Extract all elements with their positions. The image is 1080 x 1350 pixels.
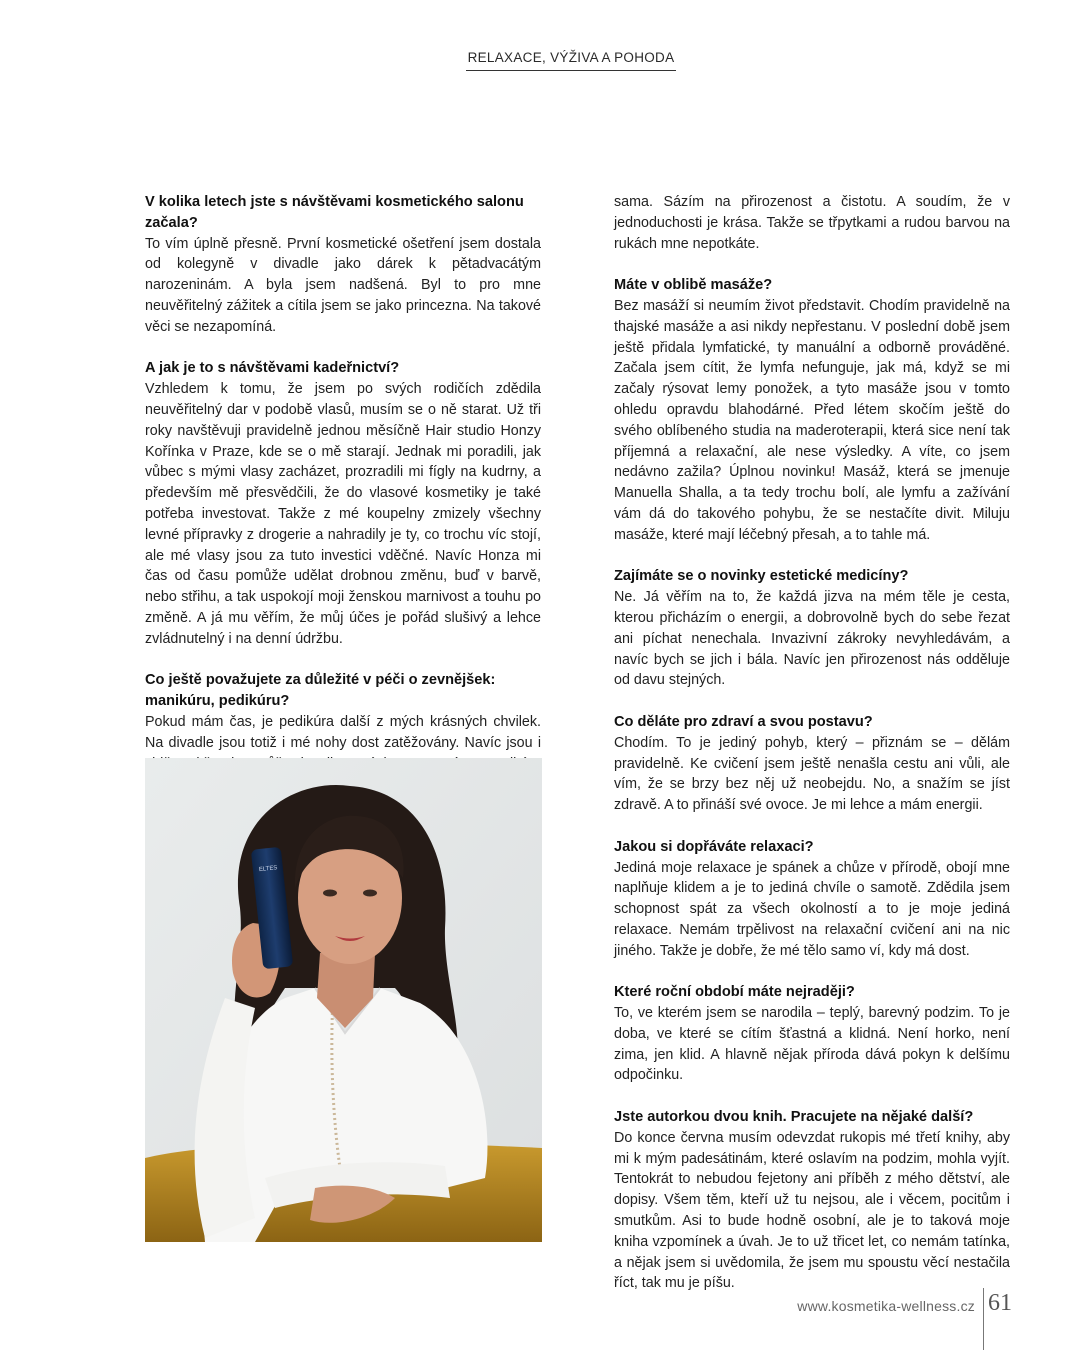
answer: Ne. Já věřím na to, že každá jizva na mém těle je cesta, kterou přicházím o energii, a dobrovolně bych do sebe řezat ani píchat nenechala. Invazivní zákroky nevyhledávám, a navíc bych se jich i bála. Navíc jen přirozenost nás odděluje od davu stejných. — [614, 589, 1010, 689]
question: Jste autorkou dvou knih. Pracujete na nějaké další? — [614, 1109, 974, 1126]
website-url: www.kosmetika-wellness.cz — [797, 1298, 975, 1314]
answer: Chodím. To je jediný pohyb, který – přiznám se – dělám pravidelně. Ke cvičení jsem ještě nenašla cestu ani vůli, ale vím, že se brzy bez něj už neobejdu. No, a snažím se jíst zdravě. A to přináší své ovoce. Je mi lehce a mám energii. — [614, 734, 1010, 814]
answer: To vím úplně přesně. První kosmetické ošetření jsem dostala od kolegyně v divadle jako dárek k pětadvacátým narozeninám. A byla jsem nadšená. Byl to pro mne neuvěřitelný zážitek a cítila jsem se jako princezna. Na takové věci se nezapomíná. — [145, 235, 541, 335]
question: A jak je to s návštěvami kadeřnictví? — [145, 360, 400, 377]
answer: To, ve kterém jsem se narodila – teplý, barevný podzim. To je doba, ve které se cítím šťastná a klidná. Není horko, není zima, jen klid. A hlavně nějak příroda dává pokyn k delšímu odpočinku. — [614, 1005, 1010, 1084]
section-header: RELAXACE, VÝŽIVA A POHODA — [467, 50, 675, 65]
answer: Do konce června musím odevzdat rukopis mé třetí knihy, aby mi k mým padesátinám, které oslavím na podzim, mohla vyjít. Tentokrát to nebudou fejetony ani příběh z mého dětství, ale dopisy. Všem těm, kteří už tu nejsou, ale i věcem, pocitům i smutkům. Asi to bude hodně osobní, ale je to taková moje kniha vzpomínek a úvah. Je to už třicet let, co nemám tatínka, a nějak jsem si uvědomila, že jsem mu spoustu věcí nestačila říct, tak mu je píšu. — [614, 1129, 1010, 1292]
question: Které roční období máte nejraději? — [614, 984, 855, 1001]
question: Zajímáte se o novinky estetické medicíny? — [614, 568, 909, 585]
question: Máte v oblibě masáže? — [614, 277, 773, 294]
question: Co ještě považujete za důležité v péči o zevnějšek: manikúru, pedikúru? — [145, 672, 496, 710]
spacer — [614, 546, 1010, 567]
right-column — [614, 192, 1010, 1294]
spacer — [614, 254, 1010, 275]
question: Jakou si dopřáváte relaxaci? — [614, 838, 814, 855]
spacer — [145, 338, 541, 359]
answer: Jediná moje relaxace je spánek a chůze v přírodě, obojí mne naplňuje klidem a je to jediná chvíle o samotě. Zdědila jsem schopnost spát za všech okolností a to je moje jediná relaxace. Nemám trpělivost na relaxační cvičení ani na nic jiného. Takže je dobře, že mé tělo samo ví, kdy má dost. — [614, 859, 1010, 959]
left-column — [145, 192, 541, 795]
answer: Bez masáží si neumím život představit. Chodím pravidelně na thajské masáže a asi nikdy nepřestanu. V poslední době jsem ještě přidala lymfatické, ty manuální a odborně prováděné. Začala jsem cítit, že lymfa nefunguje, jak má, když se mi začaly rýsovat lemy ponožek, a tyto masáže jsou v tomto ohledu opravdu blahodárné. Před létem skočím ještě do svého oblíbeného studia na maderoterapii, která sice není tak příjemná a relaxační, ale nese výsledky. A víte, co jsem nedávno zažila? Úplnou novinku! Masáž, která se jmenuje Manuella Shalla, a ta tedy trochu bolí, ale lymfu a zažívání vám dá do takového pohybu, že se nestačíte divit. Miluju masáže, které mají léčebný přesah, a to tahle má. — [614, 297, 1010, 543]
page-number: 61 — [988, 1290, 1012, 1316]
answer-continued: sama. Sázím na přirozenost a čistotu. A soudím, že v jednoduchosti je krása. Takže se třpytkami a rudou barvou na rukách mne nepotkáte. — [614, 194, 1010, 252]
spacer — [614, 1086, 1010, 1107]
answer: Pokud mám čas, je pedikúra další z mých krásných chvilek. Na divadle jsou totiž i mé nohy dost zatěžovány. Navíc jsou i — [145, 713, 541, 751]
answer: Vzhledem k tomu, že jsem po svých rodičích zdědila neuvěřitelný dar v podobě vlasů, musím se o ně starat. Už tři roky navštěvuji pravidelně jednou měsíčně Hair studio Honzy Kořínka v Praze, kde se o mě starají. Jednak mi poradili, jak vůbec s mými vlasy zacházet, prozradili mi fígly na kudrny, a především mě přesvědčili, že do vlasové kosmetiky je také potřeba investovat. Takže z mé koupelny zmizely všechny levné přípravky z drogerie a nahradily je ty, co trochu víc stojí, ale mé vlasy jsou za tuto investici vděčné. Navíc Honza mi čas od času pomůže udělat drobnou změnu, buď v barvě, nebo střihu, a tak uspokojí moji ženskou marnivost a touhu po změně. A já mu věřím, že můj účes je pořád slušivý a lehce zvládnutelný i na denní údržbu. — [145, 381, 541, 647]
portrait-photo — [145, 758, 542, 1242]
footer-divider — [983, 1288, 984, 1350]
question: Co děláte pro zdraví a svou postavu? — [614, 713, 873, 730]
portrait-illustration — [145, 758, 542, 1242]
spacer — [614, 816, 1010, 837]
spacer — [614, 961, 1010, 982]
product-label: ELTES — [258, 865, 278, 874]
question: V kolika letech jste s návštěvami kosmetického salonu začala? — [145, 194, 524, 231]
header-rule — [466, 70, 676, 71]
spacer — [614, 691, 1010, 712]
spacer — [145, 650, 541, 671]
